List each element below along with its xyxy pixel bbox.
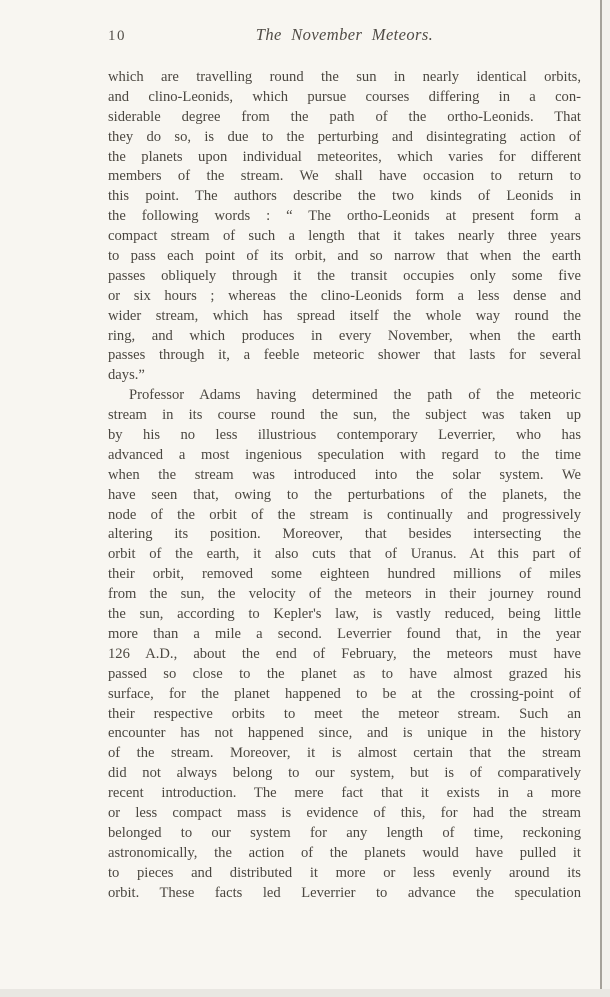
- text-line: astronomically, the action of the planets would have pulled it: [108, 844, 581, 861]
- text-line: compact stream of such a length that it takes nearly three years: [108, 228, 581, 245]
- text-line: members of the stream. We shall have occasion to return to: [108, 168, 581, 185]
- text-line: the planets upon individual meteorites, which varies for different: [108, 148, 581, 165]
- text-line: or less compact mass is evidence of this, for had the stream: [108, 804, 581, 821]
- text-line: the following words : “ The ortho-Leonids at present form a: [108, 208, 581, 225]
- text-line: did not always belong to our system, but is of comparatively: [108, 765, 581, 782]
- text-line: from the sun, the velocity of the meteors in their journey round: [108, 586, 581, 603]
- text-line: this point. The authors describe the two kinds of Leonids in: [108, 188, 581, 205]
- text-line: Professor Adams having determined the path of the meteoric: [129, 387, 581, 404]
- bottom-shadow: [0, 989, 610, 997]
- scan-right-margin: [602, 0, 610, 997]
- text-line: and clino-Leonids, which pursue courses differing in a con-: [108, 88, 581, 105]
- text-line: the sun, according to Kepler's law, is vastly reduced, being little: [108, 606, 581, 623]
- text-line: altering its position. Moreover, that besides intersecting the: [108, 526, 581, 543]
- text-line: passed so close to the planet as to have almost grazed his: [108, 665, 581, 682]
- text-line: of the stream. Moreover, it is almost certain that the stream: [108, 745, 581, 762]
- text-line: which are travelling round the sun in nearly identical orbits,: [108, 69, 581, 85]
- page-edge-line: [600, 0, 602, 990]
- text-line: 126 A.D., about the end of February, the meteors must have: [108, 645, 581, 662]
- text-line: advanced a most ingenious speculation with regard to the time: [108, 446, 581, 463]
- text-line: node of the orbit of the stream is continually and progressively: [108, 506, 581, 523]
- text-line: wider stream, which has spread itself the whole way round the: [108, 307, 581, 324]
- text-line: by his no less illustrious contemporary Leverrier, who has: [108, 427, 581, 444]
- text-line: or six hours ; whereas the clino-Leonids form a less dense and: [108, 287, 581, 304]
- text-line: more than a mile a second. Leverrier found that, in the year: [108, 625, 581, 642]
- text-line: ring, and which produces in every November, when the earth: [108, 327, 581, 344]
- text-line: they do so, is due to the perturbing and disintegrating action of: [108, 128, 581, 145]
- text-line: to pieces and distributed it more or less evenly around its: [108, 864, 581, 881]
- text-line: orbit of the earth, it also cuts that of Uranus. At this part of: [108, 546, 581, 563]
- text-line: to pass each point of its orbit, and so narrow that when the earth: [108, 248, 581, 265]
- text-line: have seen that, owing to the perturbations of the planets, the: [108, 486, 581, 503]
- text-line: orbit. These facts led Leverrier to advance the speculation: [108, 884, 581, 901]
- text-line: days.”: [108, 367, 145, 384]
- running-header: [108, 25, 581, 47]
- text-line: recent introduction. The mere fact that it exists in a more: [108, 785, 581, 802]
- text-line: belonged to our system for any length of time, reckoning: [108, 824, 581, 841]
- text-line: their respective orbits to meet the meteor stream. Such an: [108, 705, 581, 722]
- text-line: passes obliquely through it the transit occupies only some five: [108, 267, 581, 284]
- body-text: [108, 68, 581, 903]
- text-line: stream in its course round the sun, the subject was taken up: [108, 407, 581, 424]
- page-number: 10: [108, 28, 126, 44]
- text-line: their orbit, removed some eighteen hundred millions of miles: [108, 566, 581, 583]
- text-line: surface, for the planet happened to be at the crossing-point of: [108, 685, 581, 702]
- text-line: encounter has not happened since, and is unique in the history: [108, 725, 581, 742]
- text-line: passes through it, a feeble meteoric shower that lasts for several: [108, 347, 581, 364]
- text-line: when the stream was introduced into the solar system. We: [108, 466, 581, 483]
- text-line: siderable degree from the path of the ortho-Leonids. That: [108, 108, 581, 125]
- running-header-title: The November Meteors.: [255, 25, 434, 44]
